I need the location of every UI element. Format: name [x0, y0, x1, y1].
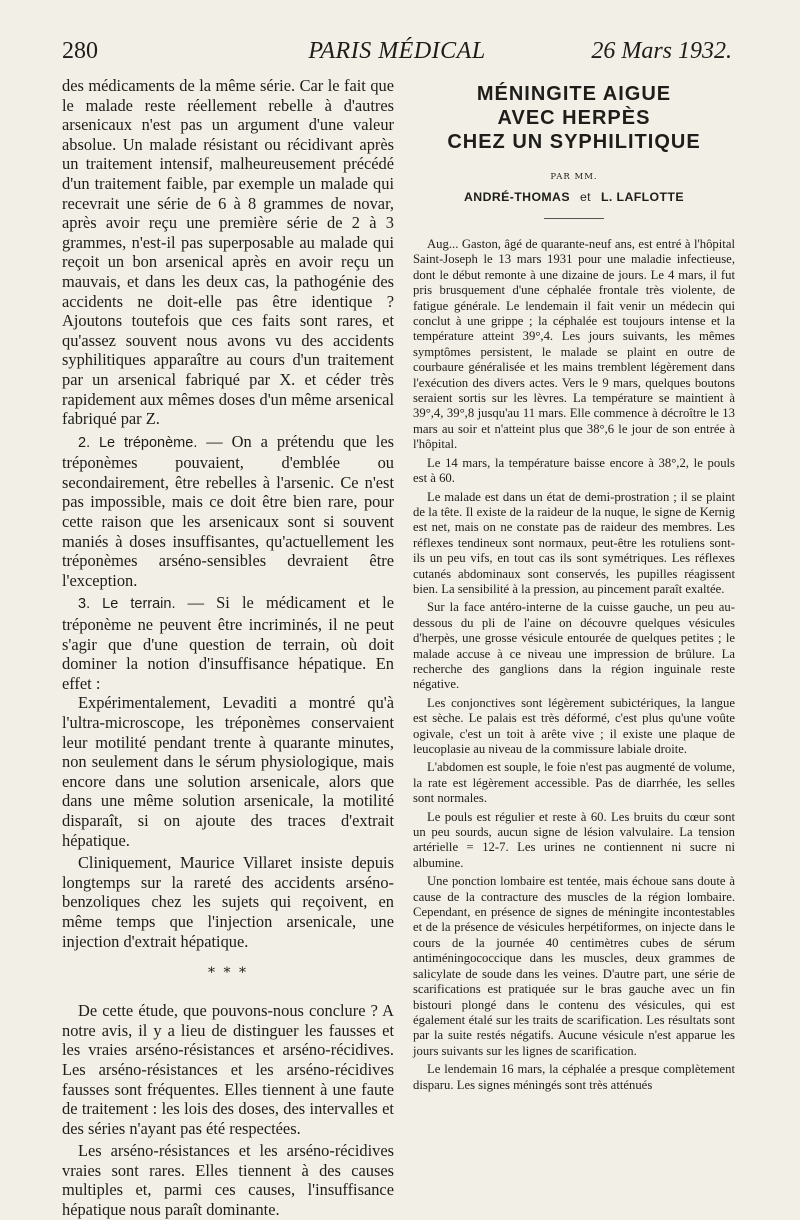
paragraph: De cette étude, que pouvons-nous conclure ? A notre avis, il y a lieu de distinguer les fausses et les vraies arséno-résistances et arséno-récidives. Les arséno-résistances et les arséno-récidives fausses sont fréquentes. Elles tiennent à une faute de traitement : les lois des doses, des intervalles et des séries n'ayant pas été respectées.	[62, 1001, 394, 1138]
authors	[413, 190, 735, 204]
paragraph	[62, 593, 394, 693]
paragraph: Cliniquement, Maurice Villaret insiste depuis longtemps sur la rareté des accidents arséno-benzoliques chez les sujets qui reçoivent, en même temps que l'injection arsenicale, une injection d'extrait hépatique.	[62, 853, 394, 951]
journal-title: PARIS MÉDICAL	[308, 38, 486, 64]
running-header	[62, 38, 732, 72]
title-line: CHEZ UN SYPHILITIQUE	[447, 131, 701, 153]
paragraph: Le malade est dans un état de demi-prostration ; il se plaint de la tête. Il existe de la raideur de la nuque, le signe de Kernig est net, mais on ne constate pas de raideur des membres. Les réflexes tendineux sont normaux, peut-être les rotuliens sont-ils un peu vifs, en tout cas ils sont symétriques. Les réflexes cutanés abdominaux sont conservés, les pupilles réagissent bien. La sensibilité à la pression, au pincement paraît exaltée.	[413, 489, 735, 596]
paragraph: des médicaments de la même série. Car le fait que le malade reste réellement rebelle à d'autres arsenicaux n'est pas un argument d'une valeur absolue. Un malade résistant ou récidivant après un traitement intensif, malheureusement précédé d'un traitement faible, par exemple un malade qui recevrait une série de 6 à 8 grammes de novar, après avoir reçu une première série de 2 à 3 grammes, n'est-il pas superposable au malade qui reçoit un bon arsenical après en avoir reçu un mauvais, et dans les deux cas, la pathogénie des accidents ne doit-elle pas être identique ? Ajoutons toutefois que ces faits sont rares, et qu'assez souvent nous avons vu des accidents syphilitiques apparaître au cours d'un traitement par un arsenical fabriqué par X. et céder très rapidement aux mêmes doses d'un même arsenical fabriqué par Z.	[62, 76, 394, 429]
paragraph: Une ponction lombaire est tentée, mais échoue sans doute à cause de la contracture des muscles de la région lombaire. Cependant, en présence de signes de méningite incontestables et de la présence de vésicules herpétiformes, on injecte dans le cours de la journée 40 centimètres cubes de sérum antiméningococcique dans les muscles, deux grammes de salicylate de soude dans les veines. D'autre part, une série de scarifications est pratiquée sur le bras gauche avec un fin bistouri plongé dans le contenu des vésicules, qui est également étalé sur les traits de scarification. Les résultats sont par la suite restés négatifs. Aucune vésicule n'est apparue les jours suivants sur les lignes de scarification.	[413, 874, 735, 1058]
paragraph: Sur la face antéro-interne de la cuisse gauche, un peu au-dessous du pli de l'aine on découvre quelques vésicules d'herpès, une grosse vésicule entourée de quelques petites ; le malade accuse à ce niveau une impression de brûlure. La recherche des ganglions dans la région inguinale reste négative.	[413, 600, 735, 692]
article-title	[413, 82, 735, 154]
left-column	[62, 76, 394, 1220]
paragraph: Expérimentalement, Levaditi a montré qu'à l'ultra-microscope, les tréponèmes conservaient leur motilité pendant trente à quarante minutes, non seulement dans le sérum physiologique, mais encore dans une solution arsenicale, alors que dans une même solution arsenicale, la motilité disparaît, si on ajoute des traces d'extrait hépatique.	[62, 693, 394, 850]
paragraph-text: — Si le médicament et le tréponème ne peuvent être incriminés, il ne peut s'agir que d'une question de terrain, où doit dominer la notion d'insuffisance hépatique. En effet :	[62, 593, 394, 693]
page-number: 280	[62, 38, 98, 64]
section-separator: * * *	[208, 965, 248, 982]
paragraph: L'abdomen est souple, le foie n'est pas augmenté de volume, la rate est légèrement accessible. Pas de diarrhée, les selles sont normales.	[413, 760, 735, 806]
byline-par: PAR MM.	[550, 172, 598, 182]
paragraph	[62, 432, 394, 591]
paragraph: Le 14 mars, la température baisse encore à 38°,2, le pouls est à 60.	[413, 455, 735, 486]
paragraph: Les arséno-résistances et les arséno-récidives vraies sont rares. Elles tiennent à des causes multiples et, parmi ces causes, l'insuffisance hépatique nous paraît dominante.	[62, 1141, 394, 1220]
author-name: ANDRÉ-THOMAS	[464, 190, 570, 204]
title-line: MÉNINGITE AIGUE	[476, 83, 672, 105]
section-lead: 2. Le tréponème.	[78, 434, 198, 451]
issue-date: 26 Mars 1932.	[591, 38, 732, 64]
paragraph: Les conjonctives sont légèrement subictériques, la langue est sèche. Le palais est très déformé, c'est plus qu'une voûte ogivale, c'est un toit à arête vive ; il existe une plaque de leucoplasie au niveau de la commissure labiale droite.	[413, 695, 735, 756]
divider	[544, 218, 604, 219]
title-line: AVEC HERPÈS	[497, 107, 651, 129]
author-conjunction: et	[579, 190, 591, 204]
paragraph: Aug... Gaston, âgé de quarante-neuf ans, est entré à l'hôpital Saint-Joseph le 13 mars 1931 pour une maladie infectieuse, dont le début remonte à une dizaine de jours. Le 4 mars, il fut pris brusquement d'une céphalée frontale très violente, de fatigue générale. Le lendemain il fait venir un médecin qui conclut à une grippe ; la céphalée est toujours intense et la température atteint 39°,4. Les jours suivants, les mêmes symptômes persistent, le malade se plaint en outre de courbaure généralisée et les mains tremblent légèrement dans l'exécution des divers actes. Vers le 9 mars, quelques boutons seraient sortis sur les lèvres. La température se maintient à 39°,4, 39°,8 jusqu'au 11 mars. Elle commence à décroître le 13 mars au soir et n'atteint plus que 38°,6 le jour de son entrée à l'hôpital.	[413, 237, 735, 452]
right-column	[413, 76, 735, 1096]
section-lead: 3. Le terrain.	[78, 596, 176, 613]
paragraph: Le lendemain 16 mars, la céphalée a presque complètement disparu. Les signes méningés sont très atténués	[413, 1062, 735, 1092]
paragraph: Le pouls est régulier et reste à 60. Les bruits du cœur sont un peu sourds, aucun signe de lésion valvulaire. La tension artérielle = 12-7. Les urines ne contiennent ni sucre ni albumine.	[413, 809, 735, 870]
author-name: L. LAFLOTTE	[601, 190, 684, 204]
paragraph-text: — On a prétendu que les tréponèmes pouvaient, d'emblée ou secondairement, être rebelles à l'arsenic. Ce n'est pas impossible, mais ce doit être bien rare, pour cette raison que les arsenicaux sont si souvent maniés à doses insuffisantes, qu'actuellement les tréponèmes arséno-sensibles devraient être l'exception.	[62, 431, 394, 590]
